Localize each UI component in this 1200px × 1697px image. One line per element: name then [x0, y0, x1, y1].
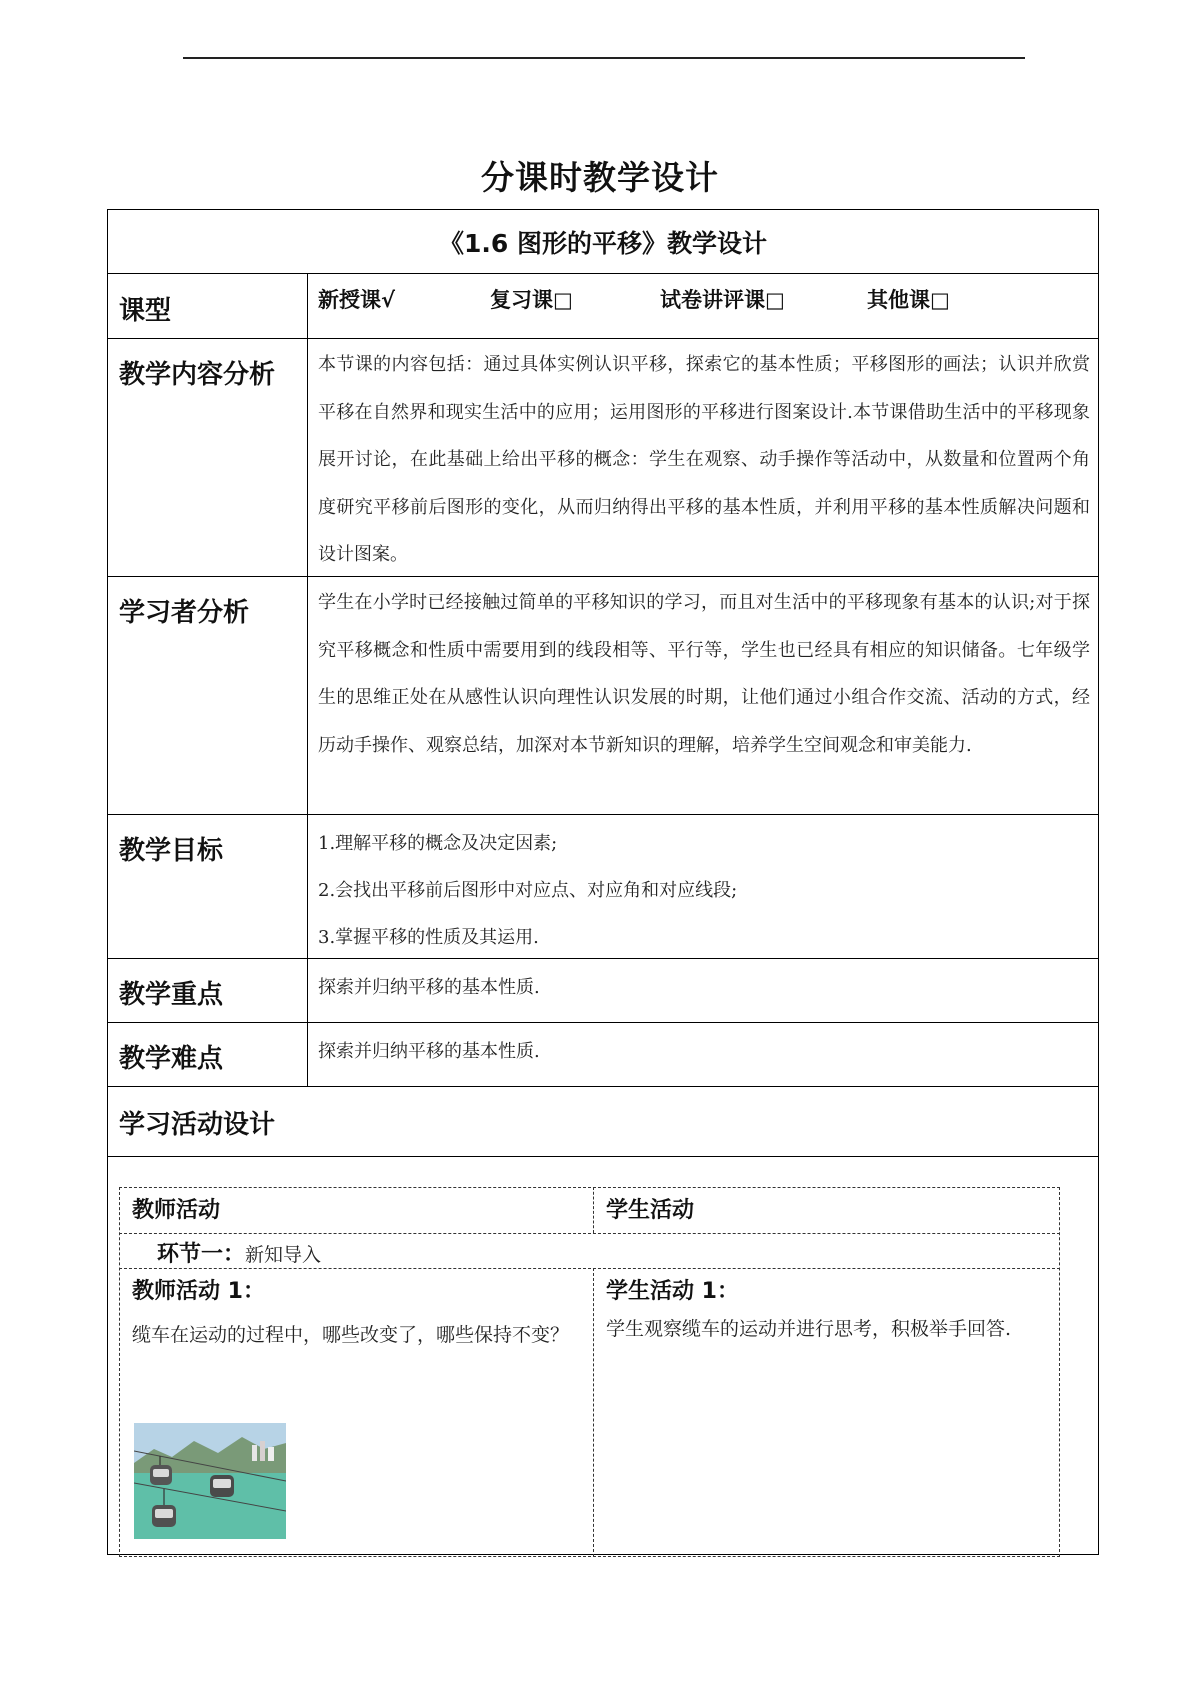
student-activity-1-text: 学生观察缆车的运动并进行思考，积极举手回答. — [606, 1318, 1012, 1340]
document-title: 分课时教学设计 — [481, 158, 719, 197]
difficulties-text: 探索并归纳平移的基本性质. — [318, 1041, 540, 1062]
course-type-label: 课型 — [119, 296, 172, 326]
option-other-lesson: 其他课□ — [867, 288, 950, 312]
option-review-lesson: 复习课□ — [490, 288, 573, 312]
activity-column-divider — [593, 1268, 594, 1557]
difficulties-label: 教学难点 — [119, 1044, 224, 1074]
objectives-label: 教学目标 — [119, 836, 224, 866]
row-divider — [107, 1022, 1099, 1023]
building — [260, 1441, 265, 1461]
teacher-activity-1-title: 教师活动 1： — [132, 1279, 265, 1304]
header-rule — [183, 57, 1025, 59]
student-activity-header: 学生活动 — [606, 1198, 695, 1223]
lesson-subtitle: 《1.6 图形的平移》教学设计 — [439, 229, 767, 258]
student-activity-1-title: 学生活动 1： — [606, 1279, 739, 1304]
segment-name: 新知导入 — [245, 1244, 322, 1266]
segment-label: 环节一： — [157, 1242, 246, 1267]
activity-column-divider — [593, 1187, 594, 1233]
objective-item: 1.理解平移的概念及决定因素; — [318, 833, 558, 854]
option-new-lesson: 新授课√ — [318, 288, 396, 312]
row-divider — [107, 958, 1099, 959]
building — [268, 1447, 274, 1461]
activity-design-label: 学习活动设计 — [119, 1110, 276, 1140]
activity-row-divider — [119, 1233, 1060, 1234]
content-analysis-text: 本节课的内容包括：通过具体实例认识平移，探索它的基本性质；平移图形的画法；认识并欣赏平移在自然界和现实生活中的应用；运用图形的平移进行图案设计.本节课借助生活中的平移现象展开讨论，在此基础上给出平移的概念：学生在观察、动手操作等活动中，从数量和位置两个角度研究平移前后图形的变化，从而归纳得出平移的基本性质，并利用平移的基本性质解决问题和设计图案。 — [318, 354, 1090, 566]
teacher-activity-1-text: 缆车在运动的过程中，哪些改变了，哪些保持不变？ — [132, 1324, 570, 1346]
teacher-activity-header: 教师活动 — [132, 1198, 221, 1223]
activity-row-divider — [119, 1268, 1060, 1269]
row-divider — [107, 1156, 1099, 1157]
cable-car-photo — [134, 1423, 286, 1539]
row-divider — [107, 1086, 1099, 1087]
key-points-label: 教学重点 — [119, 980, 224, 1010]
row-divider — [107, 338, 1099, 339]
content-analysis-label: 教学内容分析 — [119, 360, 276, 390]
column-divider — [307, 273, 308, 1086]
learner-analysis-label: 学习者分析 — [119, 598, 250, 628]
option-exam-review-lesson: 试卷讲评课□ — [660, 288, 785, 312]
key-points-text: 探索并归纳平移的基本性质. — [318, 977, 540, 998]
objective-item: 3.掌握平移的性质及其运用. — [318, 927, 539, 948]
cable-car-gondola — [210, 1475, 234, 1497]
objective-item: 2.会找出平移前后图形中对应点、对应角和对应线段; — [318, 880, 738, 901]
cable-car-illustration — [134, 1423, 286, 1539]
building — [252, 1445, 257, 1461]
row-divider — [107, 814, 1099, 815]
learner-analysis-text: 学生在小学时已经接触过简单的平移知识的学习，而且对生活中的平移现象有基本的认识;对于探究平移概念和性质中需要用到的线段相等、平行等，学生也已经具有相应的知识储备。七年级学生的思维正处在从感性认识向理性认识发展的时期，让他们通过小组合作交流、活动的方式，经历动手操作、观察总结，加深对本节新知识的理解，培养学生空间观念和审美能力. — [318, 592, 1090, 756]
segment-row — [157, 1237, 321, 1268]
row-divider — [107, 273, 1099, 274]
